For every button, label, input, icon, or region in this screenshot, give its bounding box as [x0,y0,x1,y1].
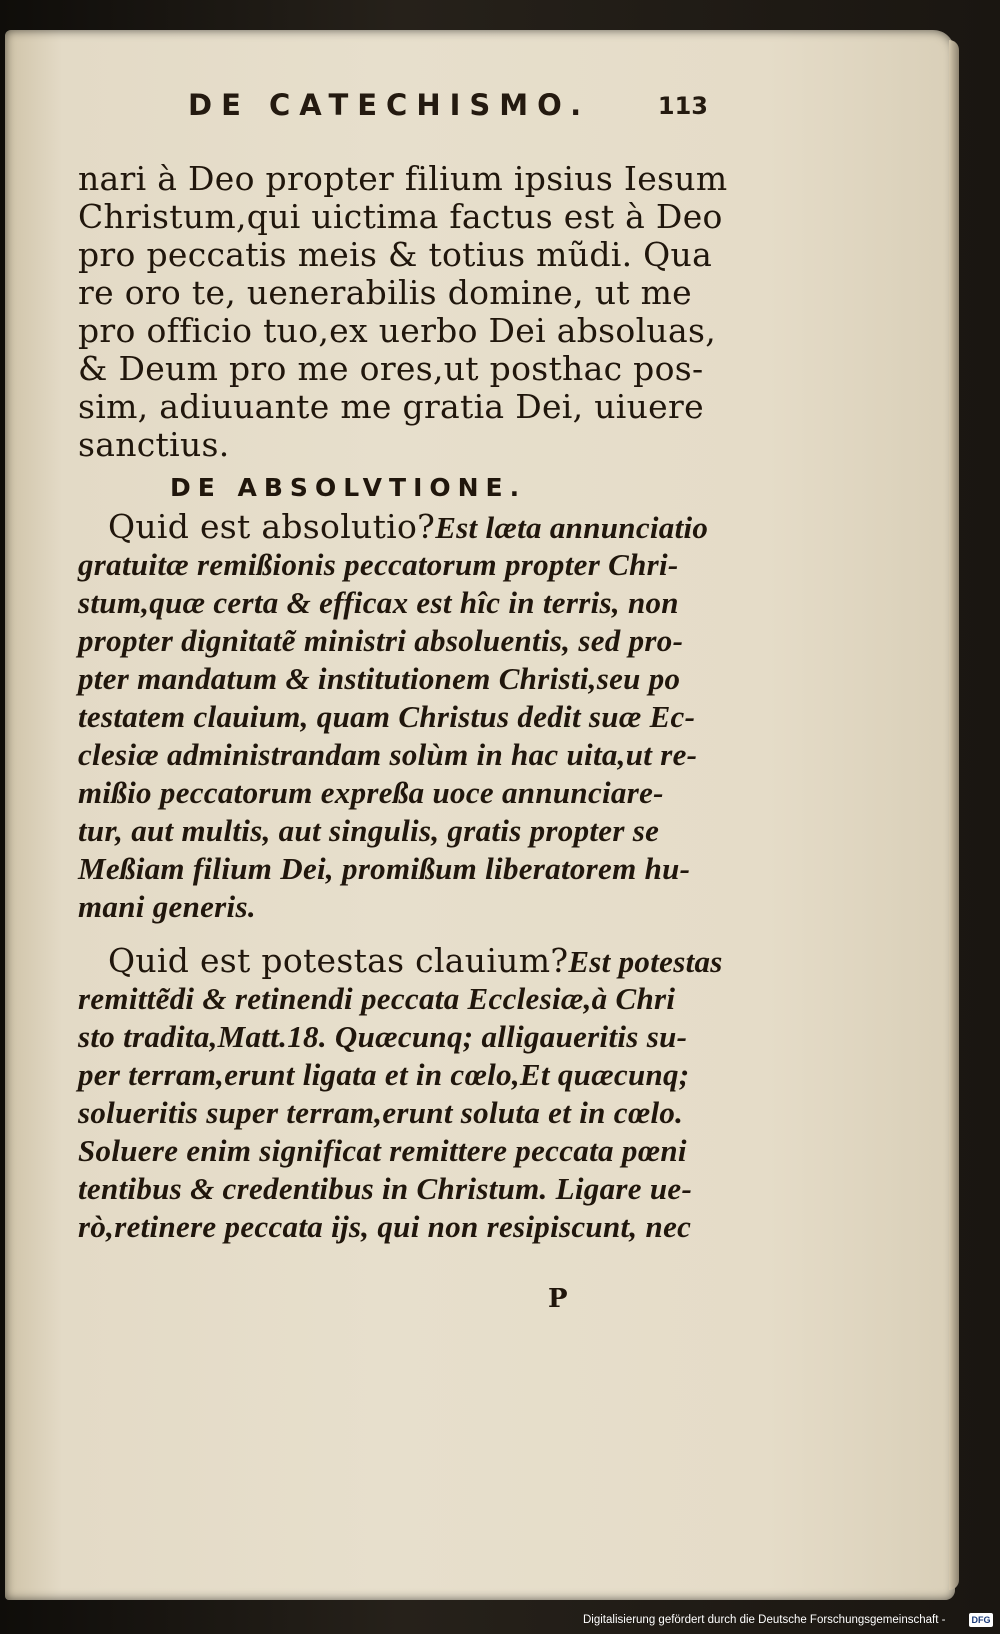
page-edge [949,40,959,1590]
text-line: solueritis super terram,erunt soluta et in cœlo. [78,1095,684,1130]
text-line: pter mandatum & institutionem Christi,seu po [78,661,681,696]
text-line: sanctius. [78,425,230,464]
signature-mark: P [548,1284,568,1314]
page-number: 113 [657,92,708,120]
digitization-footer [583,1611,995,1631]
text-line: pro officio tuo,ex uerbo Dei absoluas, [78,311,716,350]
answer-text: Est potestas [568,944,723,979]
text-line: & Deum pro me ores,ut posthac pos- [78,349,704,388]
section-heading-absolution: DE ABSOLVTIONE. [170,473,527,502]
text-line: re oro te, uenerabilis domine, ut me [78,273,693,312]
question-text: Quid est potestas clauium? [108,941,569,980]
text-line: mißio peccatorum expreßa uoce annunciare- [78,775,664,810]
text-line: per terram,erunt ligata et in cœlo,Et quæcunq; [78,1057,690,1092]
text-line: remittẽdi & retinendi peccata Ecclesiæ,à Chri [78,981,676,1016]
text-line: nari à Deo propter filium ipsius Iesum [78,159,728,198]
text-line: mani generis. [78,889,256,924]
footer-text: Digitalisierung gefördert durch die Deutsche Forschungsgemeinschaft - [583,1614,946,1626]
text-line: clesiæ administrandam solùm in hac uita,ut re- [78,737,698,772]
text-line: stum,quæ certa & efficax est hîc in terris, non [78,585,679,620]
text-line: rò,retinere peccata ijs, qui non resipiscunt, nec [78,1209,692,1244]
text-line: propter dignitatẽ ministri absoluentis, sed pro- [78,623,684,658]
question-text: Quid est absolutio? [108,507,436,546]
text-line: pro peccatis meis & totius mũdi. Qua [78,235,713,274]
paragraph-gap [78,926,688,942]
answer-text: Est læta annunciatio [435,510,709,545]
text-block [78,159,728,1246]
text-line: Christum,qui uictima factus est à Deo [78,197,723,236]
text-line: sto tradita,Matt.18. Quæcunq; alligaueritis su- [78,1019,688,1054]
running-head [188,88,708,128]
question-line-keys [78,941,723,980]
text-line: Meßiam filium Dei, promißum liberatorem hu- [78,851,691,886]
dfg-logo: DFG [969,1613,993,1627]
text-line: gratuitæ remißionis peccatorum propter Chri- [78,547,679,582]
text-line: sim, adiuuante me gratia Dei, uiuere [78,387,704,426]
text-line: tentibus & credentibus in Christum. Ligare ue- [78,1171,693,1206]
running-title: DE CATECHISMO. [188,88,591,122]
question-line-absolution [78,507,709,546]
text-line: testatem clauium, quam Christus dedit suæ Ec- [78,699,696,734]
text-line: Soluere enim significat remittere peccata pœni [78,1133,687,1168]
text-line: tur, aut multis, aut singulis, gratis propter se [78,813,660,848]
